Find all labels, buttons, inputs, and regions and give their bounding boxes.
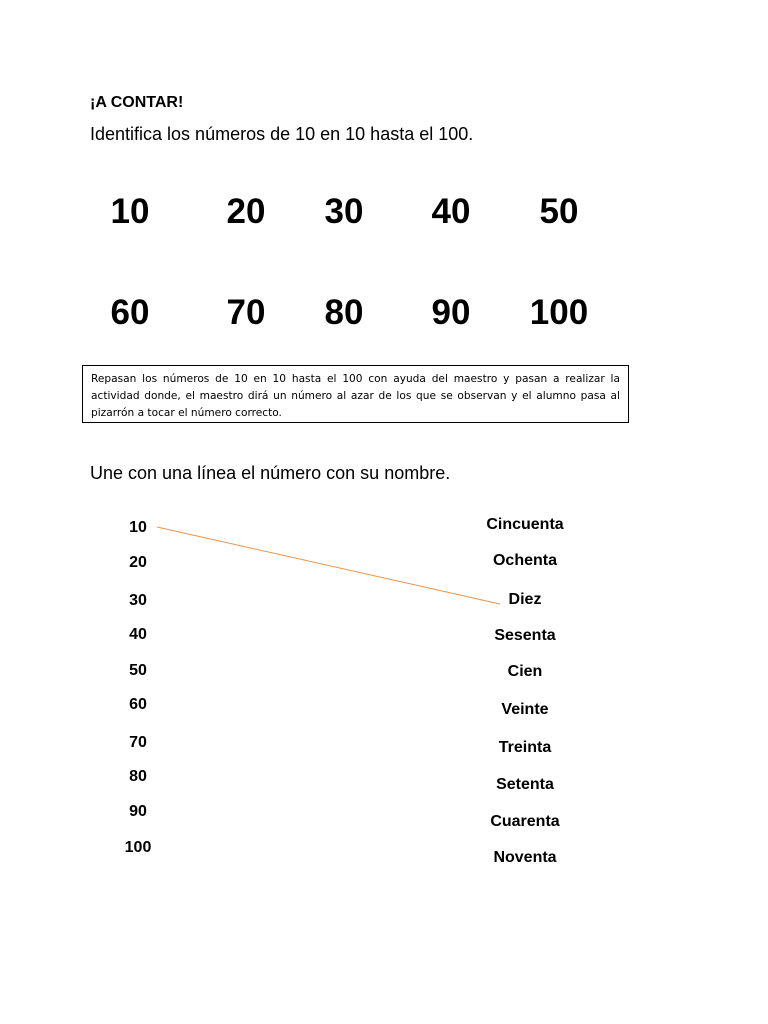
match-word: Veinte — [501, 701, 549, 718]
number-row2-70: 70 — [226, 293, 266, 332]
match-word: Setenta — [496, 776, 554, 793]
match-number: 30 — [129, 592, 147, 609]
match-number: 50 — [129, 662, 147, 679]
match-word: Noventa — [493, 849, 557, 866]
match-word: Cien — [507, 663, 543, 680]
match-word: Treinta — [498, 739, 552, 756]
number-row1-30: 30 — [324, 192, 364, 231]
connecting-line-10-diez — [157, 527, 500, 604]
number-row2-80: 80 — [324, 293, 364, 332]
number-row1-20: 20 — [226, 192, 266, 231]
match-number: 90 — [129, 803, 147, 820]
match-number: 60 — [129, 696, 147, 713]
match-word: Diez — [508, 591, 542, 608]
number-row2-60: 60 — [110, 293, 150, 332]
match-number: 100 — [124, 839, 152, 856]
worksheet-title: ¡A CONTAR! — [90, 94, 184, 111]
match-number: 10 — [129, 519, 147, 536]
instruction-match: Une con una línea el número con su nombre. — [90, 463, 451, 483]
match-number: 80 — [129, 768, 147, 785]
match-number: 20 — [129, 554, 147, 571]
match-word: Cuarenta — [490, 813, 560, 830]
match-number: 70 — [129, 734, 147, 751]
match-number: 40 — [129, 626, 147, 643]
number-row1-10: 10 — [110, 192, 150, 231]
number-row1-50: 50 — [539, 192, 579, 231]
instruction-identify: Identifica los números de 10 en 10 hasta el 100. — [90, 124, 474, 144]
teacher-note-box: Repasan los números de 10 en 10 hasta el 100 con ayuda del maestro y pasan a realizar la actividad donde, el maestro dirá un número al azar de los que se observan y el alumno pasa al pizarrón a tocar el número correcto. — [82, 365, 629, 423]
match-word: Ochenta — [492, 552, 557, 569]
match-word: Sesenta — [494, 627, 556, 644]
number-row2-90: 90 — [431, 293, 471, 332]
match-word: Cincuenta — [486, 516, 564, 533]
number-row1-40: 40 — [431, 192, 471, 231]
number-row2-100: 100 — [529, 293, 589, 332]
